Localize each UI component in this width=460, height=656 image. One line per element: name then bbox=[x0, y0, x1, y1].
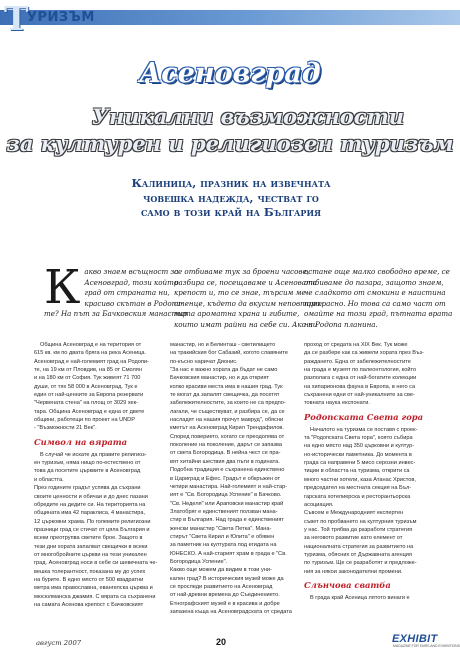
text-line: които имат райни на себе си. Ако ни bbox=[174, 319, 318, 329]
article-city-title: Асеновград bbox=[139, 58, 321, 89]
text-line: четири манастира. Най-големият и най-стар- bbox=[170, 483, 288, 490]
text-line: на едно място над 350 църковни и култур- bbox=[304, 443, 415, 450]
text-line: един от най-ценните за Европа резервати bbox=[34, 392, 144, 399]
text-line: на града е музеят по палеонтология, който bbox=[304, 367, 417, 374]
text-line: омайте на този град, пътната врата bbox=[304, 309, 453, 319]
text-line: стирът "Света Кирил и Юлита" е обявен bbox=[170, 533, 275, 540]
text-line: насладят на нашия прочут мавруд", обясни bbox=[170, 417, 284, 424]
text-line: Какво още можем да видим в този уни- bbox=[170, 567, 272, 574]
text-line: проход от средата на XIX Век. Тук може bbox=[304, 342, 408, 348]
text-line: Асеновград е най-големият град на Родопи- bbox=[34, 358, 149, 365]
section-header bbox=[0, 0, 460, 38]
body-column-2 bbox=[170, 341, 292, 616]
text-line: В града край Асеница лятото винаги е bbox=[310, 594, 410, 601]
text-line: ият е "Св. Богородица Успение" в Бачково. bbox=[170, 492, 282, 499]
text-line: мата ароматна храна и гибите, bbox=[174, 309, 300, 319]
text-line: акво знаем всъщност за bbox=[84, 267, 179, 276]
text-line: у нас. Той трябва да разработи стратегия bbox=[304, 526, 413, 533]
text-line: женски манастир "Света Петка". Мана- bbox=[170, 525, 272, 532]
subheading-rhodope-holy-mountain: Родопската Света гора bbox=[304, 411, 424, 422]
text-line: прекрасно. Но това са само част от bbox=[304, 298, 446, 308]
text-line: в Цариград и Ефес. Градът е обкръжен от bbox=[170, 475, 281, 482]
text-line: Съвсем е Международният експертен bbox=[304, 510, 404, 517]
text-line: Богородица Успение". bbox=[170, 558, 228, 565]
section-title: УРИЗЪМ bbox=[27, 10, 95, 25]
text-line: красиво скътан в Родопи- bbox=[84, 298, 184, 308]
intro-column-3 bbox=[304, 267, 453, 331]
text-line: и областта. bbox=[34, 476, 64, 483]
text-line: на тракийския бог Сабазий, когото славяните bbox=[170, 350, 288, 357]
text-line: председател на местната секция на Бъл- bbox=[304, 485, 412, 492]
column-3-text-c bbox=[304, 594, 432, 602]
text-line: туризма, обясних от Държавната агенция bbox=[304, 551, 412, 558]
lead-line: Калиница, празник на извечната bbox=[131, 176, 331, 190]
text-line: тара. Община Асеновград е една от двете bbox=[34, 408, 145, 415]
text-line: тиции в областта на туризма, открити са bbox=[304, 468, 410, 475]
text-line: много частни хотели, каза Атанас Христов, bbox=[304, 476, 416, 483]
text-line: В случай че искате да правите религиоз- bbox=[40, 451, 147, 458]
body-column-1 bbox=[34, 341, 157, 609]
text-line: се отбиваме тук за броени часове, bbox=[174, 267, 310, 276]
intro-column-2 bbox=[174, 267, 323, 331]
text-line: на самата Асенова крепост с Бачковският bbox=[34, 601, 144, 608]
text-line: но-исторически паметника. До момента в bbox=[304, 451, 412, 458]
text-line: тези дни хората запалват свещички в всеки bbox=[34, 543, 148, 550]
text-line: забележителностите, за които не са предпо- bbox=[170, 400, 286, 407]
text-line: да се разбере как са живели хората през Въз- bbox=[304, 350, 424, 357]
text-line: това да посетите църквите в Асеновград bbox=[34, 468, 141, 475]
text-line: ЮНЕСКО. А най-старият храм в града е "Св. bbox=[170, 550, 287, 557]
article-subtitle-line-2: за културен и религиозен туризъм bbox=[6, 131, 454, 156]
text-line: своите ценности и обичаи и до днес пазани bbox=[34, 493, 148, 500]
text-line: стенце, където да вкусим неповтори- bbox=[174, 298, 323, 308]
drop-cap: К bbox=[44, 260, 81, 315]
text-line: остане още малко свободно време, се bbox=[304, 267, 450, 276]
text-line: те, на 19 км от Пловдив, на 85 от Смолян bbox=[34, 367, 142, 374]
text-line: разбира се, посещаваме и Асеновата bbox=[174, 277, 317, 287]
text-line: за неговото развитие като елемент от bbox=[304, 535, 403, 542]
text-line: и на 180 км от София. Тук живеят 71 700 bbox=[34, 375, 141, 382]
text-line: поколение на поколение, дарът се запазва bbox=[170, 442, 282, 449]
text-line: стир в България. Над града е единственият bbox=[170, 517, 284, 524]
text-line: обредите на дедите си. На територията на bbox=[34, 501, 146, 508]
text-line: всеки преотрупва светите брое. Защото в bbox=[34, 535, 143, 542]
page-number: 20 bbox=[216, 637, 227, 647]
subheading-symbol-of-faith: Символ на вярата bbox=[34, 436, 128, 447]
logo-tagline: MAGAZINE FOR FAIRS AND EXHIBITIONS bbox=[393, 644, 460, 648]
text-line: те могат да запалят свещичка, да посетят bbox=[170, 392, 280, 399]
text-line: по-късно наричат Дионис. bbox=[170, 358, 238, 365]
text-line: 615 кв. км по двата бряга на река Асеница. bbox=[34, 350, 147, 357]
text-line: "За нас е важно хората да бъдат не само bbox=[170, 367, 278, 374]
text-line: Според поверието, когато се преодолява от bbox=[170, 433, 285, 440]
text-line: на бурите. В едно място от 500 квадратни bbox=[34, 576, 144, 583]
text-line: асоциация. bbox=[304, 501, 334, 508]
column-2-text bbox=[170, 341, 292, 616]
text-line: че сладкото от смокини е наистина bbox=[304, 288, 446, 298]
text-line: Бачковския манастир, но и да открият bbox=[170, 375, 270, 382]
text-line: 12 църковни храма. По големите религиозни bbox=[34, 518, 151, 525]
text-line: раждането. Една от забележителностите bbox=[304, 358, 411, 365]
article-lead bbox=[90, 176, 372, 220]
text-line: Златобряг е единственият ползван мана- bbox=[170, 508, 278, 515]
text-line: та "Родопската Света гора", която събира bbox=[304, 435, 413, 442]
text-line: - "Възможности 21 Век". bbox=[34, 425, 97, 432]
text-line: от света Богородица. В нейна чест се пра- bbox=[170, 450, 281, 457]
text-line: През годините градът успява да съхрани bbox=[34, 485, 141, 492]
text-line: метра има православна, евангелска църква и bbox=[34, 585, 153, 592]
text-line: Началото на туризма се поставя с проек- bbox=[310, 426, 418, 433]
text-line: вешка толерантност, показана му до успех bbox=[34, 568, 146, 575]
text-line: град. Асеновград носи в себе си шевечната че- bbox=[34, 560, 157, 567]
text-line: общини, работещи по проект на UNDP bbox=[34, 417, 135, 424]
text-line: на хипарионова фауна в Европа, в него са bbox=[304, 383, 416, 390]
intro-column-1 bbox=[44, 260, 188, 320]
text-line: от най-древни времена до Съединението. bbox=[170, 592, 280, 599]
text-line: отбиваме до пазара, защото знаем, bbox=[304, 277, 444, 287]
text-line: ния за някои законодателни промени. bbox=[304, 568, 403, 575]
text-line: град от страната ни, bbox=[84, 288, 170, 298]
text-line: запазена къща на Асеновградската от средата bbox=[170, 609, 292, 615]
text-line: кален град? В историческия музей може да bbox=[170, 575, 284, 582]
text-line: се проследи развитието на Асеновград bbox=[170, 583, 273, 590]
text-line: мюсюлманска джамия. С вярата са съхранени bbox=[34, 593, 156, 600]
column-3-text-b bbox=[304, 426, 432, 576]
text-line: "Св. Неделя" или Араповски манастир край bbox=[170, 500, 284, 507]
text-line: Етнографският музей е в красива и добре bbox=[170, 600, 280, 607]
text-line: Подобна традиция е съхранена единствено bbox=[170, 467, 285, 474]
column-3-text bbox=[304, 341, 432, 408]
lead-line: човешка надежда, честват го bbox=[143, 190, 319, 205]
exhibit-logo bbox=[392, 633, 460, 649]
article-subtitle-line-1: Уникални възможности bbox=[91, 104, 405, 129]
text-line: те? На път за Бачковския манастир bbox=[44, 309, 188, 319]
body-column-3 bbox=[304, 341, 432, 602]
text-line: Община Асеновград е на територия от bbox=[40, 342, 142, 348]
text-line: манастир, но и Белинташ - светилището bbox=[170, 342, 276, 348]
text-line: за паметник на културата под егидата на bbox=[170, 542, 277, 549]
text-line: колко красиви места има в нашия град. Тук bbox=[170, 383, 283, 390]
text-line: празници град се стичат от цяла България и bbox=[34, 526, 150, 533]
text-line: разполага с една от най-богатите колекции bbox=[304, 375, 417, 382]
text-line: националната стратегия за развитието на bbox=[304, 543, 414, 550]
text-line: общината има 42 параклиса, 4 манастира, bbox=[34, 510, 146, 517]
issue-date: август 2007 bbox=[36, 639, 82, 647]
text-line: Асеновград, този който bbox=[84, 277, 179, 287]
text-line: вят хитайни шествия два пъти в годината. bbox=[170, 458, 280, 465]
text-line: кметът на Асеновград Кирил Трендафилов. bbox=[170, 425, 284, 432]
text-line: съвет по пробването на културния туризъм bbox=[304, 518, 417, 525]
text-line: "Червената стена" на площ от 3029 хек- bbox=[34, 400, 138, 407]
header-initial-letter: T bbox=[4, 0, 29, 38]
text-line: гарската хотелиерска и ресторантьорска bbox=[304, 493, 411, 500]
logo-wordmark: EXHIBIT bbox=[392, 633, 438, 645]
text-line: ен туризъм, няма нищо по-естествено от bbox=[34, 460, 141, 467]
column-1-text bbox=[34, 341, 157, 433]
text-line: съхранени едни от най-уникалните за све- bbox=[304, 392, 415, 399]
text-line: от многобройните църкви на тези уникален bbox=[34, 551, 147, 558]
text-line: крепост и, то се знае, търсим ме- bbox=[174, 288, 309, 298]
text-line: души, от тях 58 000 в Асеновград. Тук е bbox=[34, 383, 138, 390]
text-line: лагали, че съществуват, и разбира се, да се bbox=[170, 408, 285, 415]
text-line: по туризъм. Ще се разработят и предложе- bbox=[304, 560, 417, 567]
text-line: товната наука експонати. bbox=[304, 400, 370, 407]
subheading-sun-wedding: Слънчова сватба bbox=[304, 579, 391, 590]
lead-line: само в този край на България bbox=[140, 205, 322, 220]
text-line: на Родопа планина. bbox=[304, 319, 378, 329]
column-1-text-b bbox=[34, 451, 157, 610]
text-line: града са направени 5 мисо серозни инвес- bbox=[304, 460, 416, 467]
